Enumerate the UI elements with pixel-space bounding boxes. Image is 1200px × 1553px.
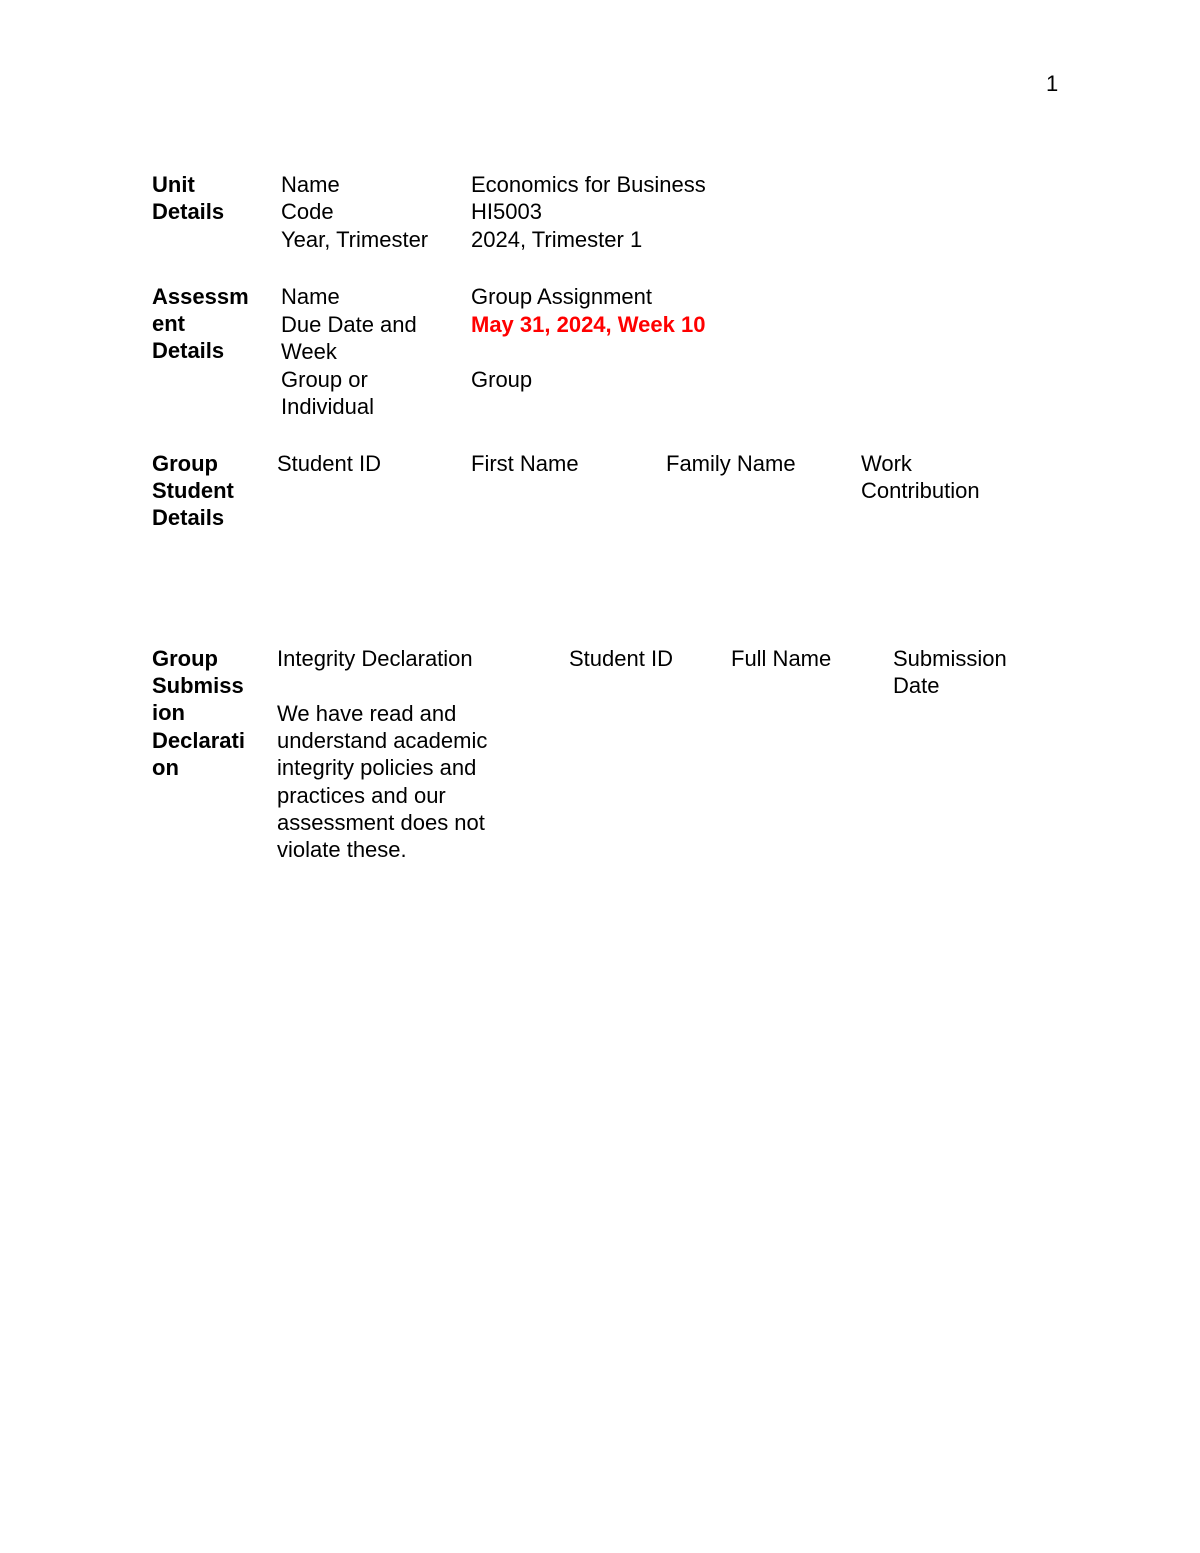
unit-details-heading-line2: Details — [152, 199, 225, 224]
col-work-contribution-line2: Contribution — [861, 478, 980, 503]
unit-name-value: Economics for Business — [471, 172, 706, 197]
submission-heading-line3: ion — [152, 700, 185, 725]
assessment-heading-line1: Assessm — [152, 284, 249, 309]
submission-heading-line4: Declarati — [152, 728, 245, 753]
col-submission-student-id: Student ID — [569, 646, 673, 671]
unit-name-label: Name — [281, 172, 340, 197]
unit-code-label: Code — [281, 199, 334, 224]
group-student-heading-line3: Details — [152, 505, 225, 530]
declaration-text-line5: assessment does not — [277, 810, 485, 835]
col-full-name: Full Name — [731, 646, 832, 671]
declaration-text-line1: We have read and — [277, 701, 457, 726]
col-submission-date-line1: Submission — [893, 646, 1007, 671]
declaration-text-line3: integrity policies and — [277, 755, 477, 780]
unit-code-value: HI5003 — [471, 199, 542, 224]
col-student-id: Student ID — [277, 451, 381, 476]
group-or-individual-label-line2: Individual — [281, 394, 374, 419]
page-number: 1 — [1046, 71, 1059, 96]
due-date-label-line1: Due Date and — [281, 312, 417, 337]
declaration-text-line2: understand academic — [277, 728, 488, 753]
submission-heading-line1: Group — [152, 646, 218, 671]
col-submission-date-line2: Date — [893, 673, 940, 698]
col-integrity-declaration: Integrity Declaration — [277, 646, 473, 671]
col-work-contribution-line1: Work — [861, 451, 912, 476]
group-or-individual-value: Group — [471, 367, 533, 392]
submission-heading-line5: on — [152, 755, 179, 780]
declaration-text-line4: practices and our — [277, 783, 446, 808]
due-date-value: May 31, 2024, Week 10 — [471, 312, 706, 337]
unit-year-label: Year, Trimester — [281, 227, 429, 252]
assessment-name-label: Name — [281, 284, 340, 309]
assessment-heading-line3: Details — [152, 338, 225, 363]
declaration-text-line6: violate these. — [277, 837, 407, 862]
group-student-heading-line2: Student — [152, 478, 234, 503]
unit-year-value: 2024, Trimester 1 — [471, 227, 643, 252]
assessment-name-value: Group Assignment — [471, 284, 652, 309]
assessment-heading-line2: ent — [152, 311, 185, 336]
unit-details-heading-line1: Unit — [152, 172, 195, 197]
col-first-name: First Name — [471, 451, 579, 476]
group-or-individual-label-line1: Group or — [281, 367, 368, 392]
group-student-heading-line1: Group — [152, 451, 218, 476]
submission-heading-line2: Submiss — [152, 673, 244, 698]
due-date-label-line2: Week — [281, 339, 337, 364]
col-family-name: Family Name — [666, 451, 796, 476]
